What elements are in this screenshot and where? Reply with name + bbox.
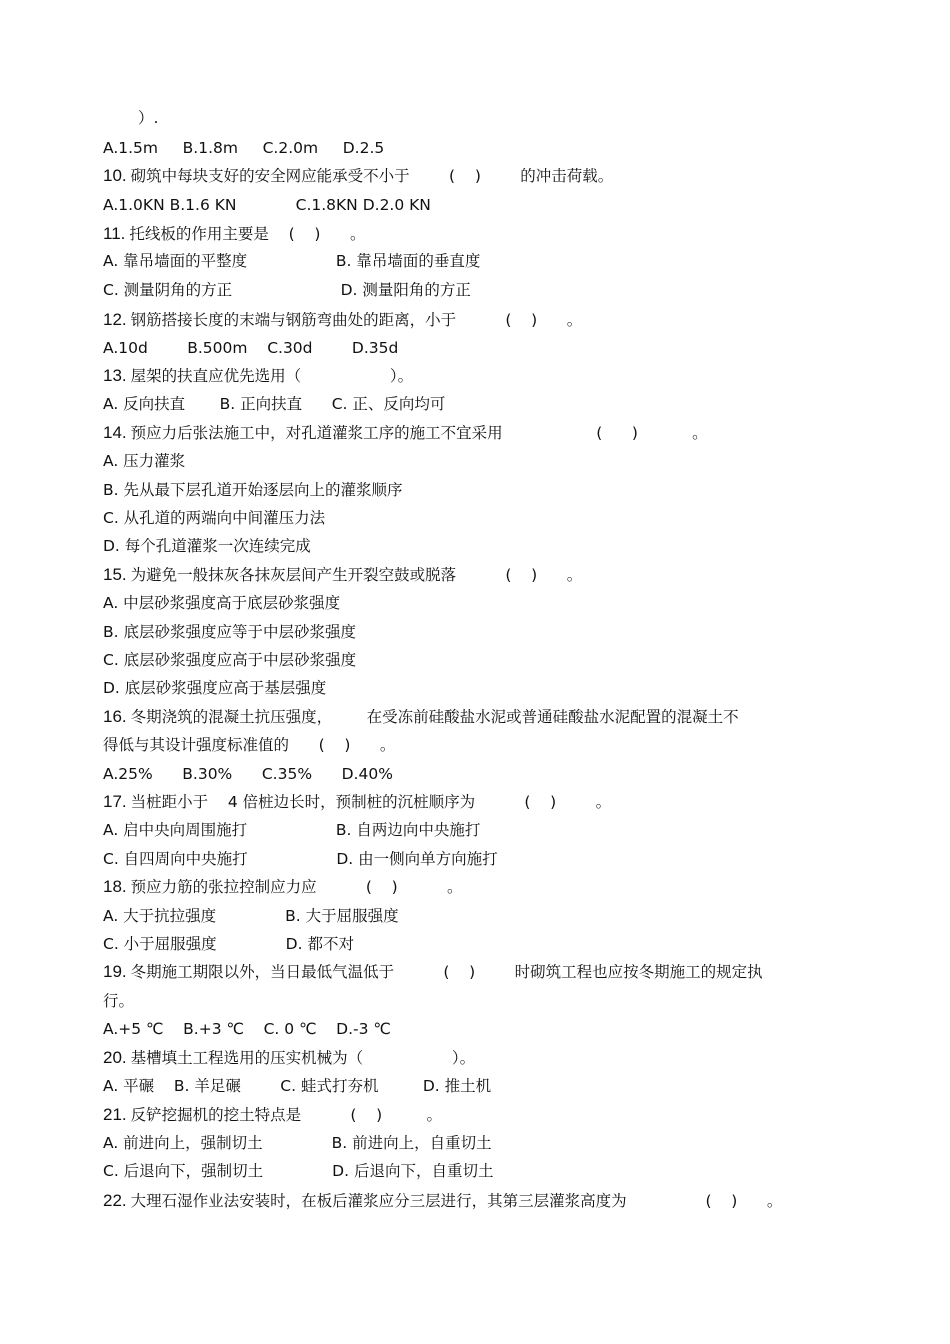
question-12 bbox=[103, 310, 582, 330]
question-21 bbox=[103, 1105, 442, 1125]
line-text: C. 后退向下，强制切土 D. 后退向下，自重切土 bbox=[103, 1162, 494, 1180]
options-line bbox=[103, 1076, 491, 1096]
options-line bbox=[103, 1133, 492, 1153]
line-text: A.1.5m B.1.8m C.2.0m D.2.5 bbox=[103, 139, 385, 157]
line-text: A.10d B.500m C.30d D.35d bbox=[103, 339, 399, 357]
options-line bbox=[103, 195, 431, 215]
question-text: 为避免一般抹灰各抹灰层间产生开裂空鼓或脱落 ( ) 。 bbox=[130, 566, 583, 584]
text-line bbox=[138, 108, 158, 128]
question-text: 基槽填土工程选用的压实机械为（ ）。 bbox=[130, 1049, 476, 1067]
question-number: 17. bbox=[103, 792, 127, 811]
question-text: 砌筑中每块支好的安全网应能承受不小于 ( ) 的冲击荷载。 bbox=[130, 167, 614, 185]
question-text: 预应力筋的张拉控制应力应 ( ) 。 bbox=[130, 878, 463, 896]
options-line bbox=[103, 338, 398, 358]
line-text: A. 大于抗拉强度 B. 大于屈服强度 bbox=[103, 907, 399, 925]
question-number: 22. bbox=[103, 1191, 127, 1210]
question-15 bbox=[103, 565, 582, 585]
option-line bbox=[103, 650, 356, 670]
option-line bbox=[103, 593, 340, 613]
line-text: C. 小于屈服强度 D. 都不对 bbox=[103, 935, 354, 953]
options-line bbox=[103, 1161, 493, 1181]
options-line bbox=[103, 820, 480, 840]
question-16 bbox=[103, 707, 739, 727]
question-number: 13. bbox=[103, 366, 127, 385]
option-line bbox=[103, 451, 185, 471]
question-number: 14. bbox=[103, 423, 127, 442]
question-20 bbox=[103, 1048, 475, 1068]
question-text: 当桩距小于 4 倍桩边长时，预制桩的沉桩顺序为 ( ) 。 bbox=[130, 793, 612, 811]
line-text: B. 底层砂浆强度应等于中层砂浆强度 bbox=[103, 623, 356, 641]
line-text: A. 中层砂浆强度高于底层砂浆强度 bbox=[103, 594, 341, 612]
line-text: A.25% B.30% C.35% D.40% bbox=[103, 765, 393, 783]
question-text: 钢筋搭接长度的末端与钢筋弯曲处的距离，小于 ( ) 。 bbox=[130, 311, 583, 329]
question-19 bbox=[103, 962, 763, 982]
line-text: A. 前进向上，强制切土 B. 前进向上，自重切土 bbox=[103, 1134, 492, 1152]
question-number: 21. bbox=[103, 1105, 127, 1124]
line-text: 行。 bbox=[103, 992, 135, 1010]
line-text: D. 每个孔道灌浆一次连续完成 bbox=[103, 537, 311, 555]
question-17 bbox=[103, 792, 611, 812]
question-22 bbox=[103, 1191, 782, 1211]
line-text: A.+5 ℃ B.+3 ℃ C. 0 ℃ D.-3 ℃ bbox=[103, 1020, 391, 1038]
options-line bbox=[103, 934, 354, 954]
line-text: A. 压力灌浆 bbox=[103, 452, 186, 470]
line-text: ）. bbox=[138, 109, 159, 127]
options-line bbox=[103, 849, 498, 869]
question-10 bbox=[103, 166, 613, 186]
question-number: 20. bbox=[103, 1048, 127, 1067]
options-line bbox=[103, 138, 384, 158]
option-line bbox=[103, 678, 326, 698]
line-text: A. 靠吊墙面的平整度 B. 靠吊墙面的垂直度 bbox=[103, 252, 481, 270]
line-text: C. 底层砂浆强度应高于中层砂浆强度 bbox=[103, 651, 357, 669]
option-line bbox=[103, 508, 325, 528]
line-text: C. 从孔道的两端向中间灌压力法 bbox=[103, 509, 326, 527]
question-number: 18. bbox=[103, 877, 127, 896]
question-text: 托线板的作用主要是 ( ) 。 bbox=[129, 225, 366, 243]
question-number: 15. bbox=[103, 565, 127, 584]
question-continuation bbox=[103, 735, 395, 755]
options-line bbox=[103, 764, 393, 784]
options-line bbox=[103, 280, 471, 300]
line-text: C. 自四周向中央施打 D. 由一侧向单方向施打 bbox=[103, 850, 498, 868]
question-text: 大理石湿作业法安装时，在板后灌浆应分三层进行，其第三层灌浆高度为 ( ) 。 bbox=[130, 1192, 783, 1210]
line-text: D. 底层砂浆强度应高于基层强度 bbox=[103, 679, 327, 697]
question-text: 冬期施工期限以外，当日最低气温低于 ( ) 时砌筑工程也应按冬期施工的规定执 bbox=[130, 963, 763, 981]
question-11 bbox=[103, 224, 365, 244]
question-text: 屋架的扶直应优先选用（ ）。 bbox=[130, 367, 414, 385]
question-text: 预应力后张法施工中，对孔道灌浆工序的施工不宜采用 ( ) 。 bbox=[130, 424, 708, 442]
line-text: A. 启中央向周围施打 B. 自两边向中央施打 bbox=[103, 821, 481, 839]
question-13 bbox=[103, 366, 413, 386]
question-18 bbox=[103, 877, 462, 897]
question-number: 12. bbox=[103, 310, 127, 329]
question-text: 反铲挖掘机的挖土特点是 ( ) 。 bbox=[130, 1106, 443, 1124]
option-line bbox=[103, 480, 403, 500]
options-line bbox=[103, 1019, 391, 1039]
question-number: 11. bbox=[103, 224, 126, 243]
options-line bbox=[103, 394, 445, 414]
line-text: A. 反向扶直 B. 正向扶直 C. 正、反向均可 bbox=[103, 395, 446, 413]
option-line bbox=[103, 536, 311, 556]
line-text: B. 先从最下层孔道开始逐层向上的灌浆顺序 bbox=[103, 481, 403, 499]
question-number: 19. bbox=[103, 962, 127, 981]
question-continuation bbox=[103, 991, 134, 1011]
line-text: 得低与其设计强度标准值的 ( ) 。 bbox=[103, 736, 396, 754]
line-text: A.1.0KN B.1.6 KN C.1.8KN D.2.0 KN bbox=[103, 196, 431, 214]
line-text: A. 平碾 B. 羊足碾 C. 蛙式打夯机 D. 推土机 bbox=[103, 1077, 492, 1095]
option-line bbox=[103, 622, 356, 642]
options-line bbox=[103, 251, 480, 271]
question-text: 冬期浇筑的混凝土抗压强度， 在受冻前硅酸盐水泥或普通硅酸盐水泥配置的混凝土不 bbox=[130, 708, 739, 726]
options-line bbox=[103, 906, 399, 926]
question-number: 16. bbox=[103, 707, 127, 726]
question-number: 10. bbox=[103, 166, 127, 185]
line-text: C. 测量阴角的方正 D. 测量阳角的方正 bbox=[103, 281, 471, 299]
question-14 bbox=[103, 423, 708, 443]
